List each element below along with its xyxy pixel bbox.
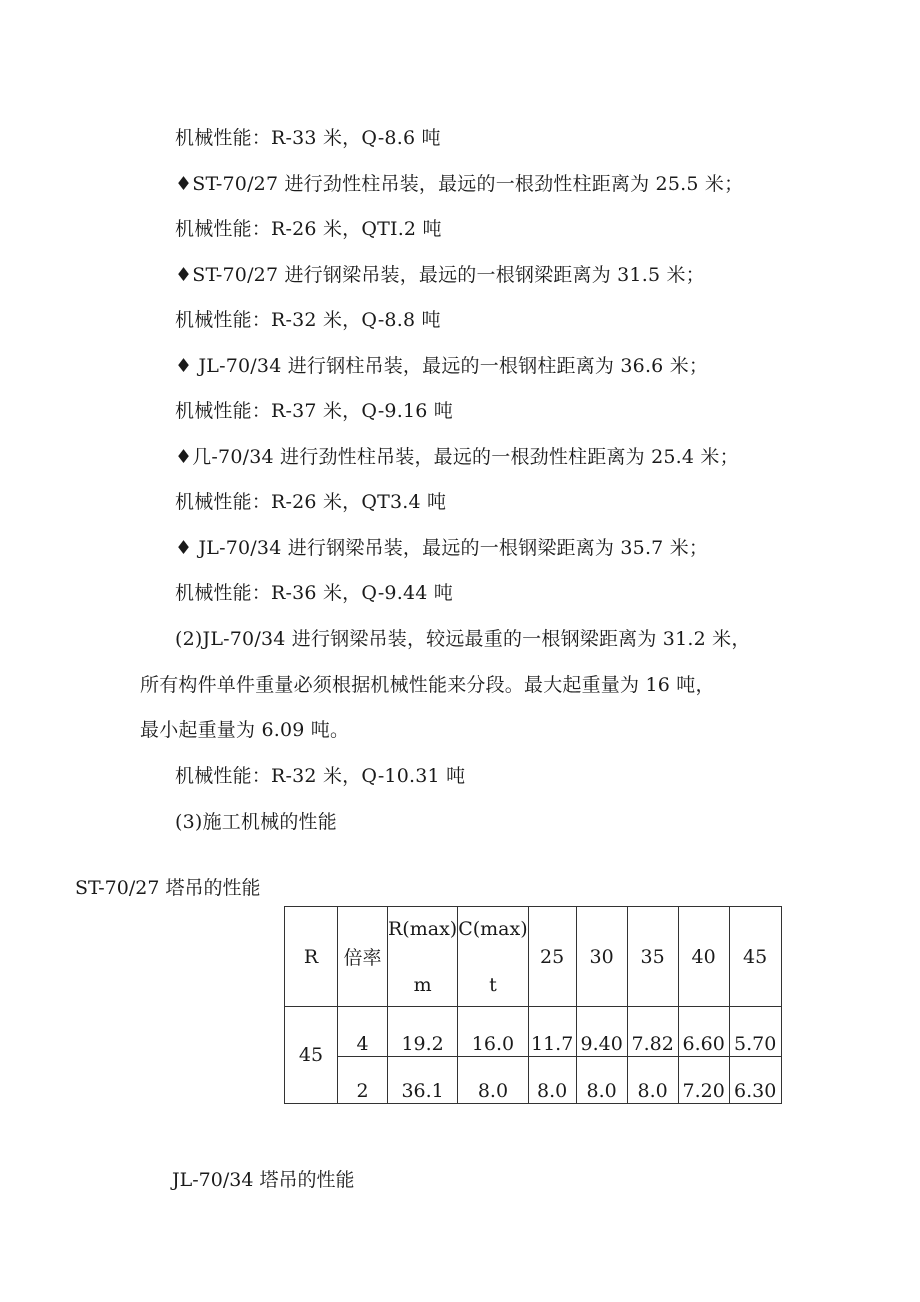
table-cell: 5.70 — [729, 1007, 781, 1057]
table-cell: 16.0 — [458, 1007, 528, 1057]
table-cell: 9.40 — [576, 1007, 627, 1057]
paragraph: 机械性能：R-32 米，Q-10.31 吨 — [175, 765, 466, 787]
header-cmax-unit: t — [489, 973, 497, 996]
paragraph: 机械性能：R-32 米，Q-8.8 吨 — [175, 309, 441, 331]
header-col-45: 45 — [729, 907, 781, 1007]
paragraph: ♦ST-70/27 进行劲性柱吊装，最远的一根劲性柱距离为 25.5 米； — [175, 173, 744, 195]
header-col-35: 35 — [627, 907, 678, 1007]
paragraph: 机械性能：R-37 米，Q-9.16 吨 — [175, 400, 453, 422]
table-row — [285, 1057, 782, 1104]
paragraph: 最小起重量为 6.09 吨。 — [140, 719, 350, 741]
paragraph: ♦几-70/34 进行劲性柱吊装，最远的一根劲性柱距离为 25.4 米； — [175, 446, 739, 468]
header-rmax — [388, 907, 458, 1007]
table-cell: 4 — [338, 1007, 388, 1057]
header-cmax — [458, 907, 528, 1007]
table-cell: 8.0 — [576, 1057, 627, 1104]
header-cmax-label: C(max) — [458, 917, 528, 940]
table-header-row — [285, 907, 782, 1007]
paragraph: (3)施工机械的性能 — [175, 811, 337, 833]
paragraph: ♦ST-70/27 进行钢梁吊装，最远的一根钢梁距离为 31.5 米； — [175, 264, 705, 286]
r-value-cell: 45 — [285, 1007, 338, 1104]
header-ratio: 倍率 — [338, 907, 388, 1007]
table-cell: 2 — [338, 1057, 388, 1104]
header-col-40: 40 — [678, 907, 729, 1007]
paragraph: 机械性能：R-26 米，QTI.2 吨 — [175, 218, 442, 240]
paragraph: ♦ JL-70/34 进行钢柱吊装，最远的一根钢柱距离为 36.6 米； — [175, 355, 709, 377]
table-row — [285, 1007, 782, 1057]
table-cell: 19.2 — [388, 1007, 458, 1057]
paragraph: 机械性能：R-26 米，QT3.4 吨 — [175, 491, 447, 513]
header-rmax-label: R(max) — [388, 917, 458, 940]
paragraph: 机械性能：R-33 米，Q-8.6 吨 — [175, 127, 441, 149]
table-cell: 36.1 — [388, 1057, 458, 1104]
paragraph: 机械性能：R-36 米，Q-9.44 吨 — [175, 582, 453, 604]
st-performance-table — [284, 906, 782, 1104]
header-col-25: 25 — [528, 907, 576, 1007]
table-caption-st: ST-70/27 塔吊的性能 — [75, 877, 261, 899]
table-cell: 6.60 — [678, 1007, 729, 1057]
table-cell: 8.0 — [458, 1057, 528, 1104]
paragraph: 所有构件单件重量必须根据机械性能来分段。最大起重量为 16 吨， — [140, 674, 715, 696]
header-r: R — [285, 907, 338, 1007]
table-cell: 6.30 — [729, 1057, 781, 1104]
paragraph: ♦ JL-70/34 进行钢梁吊装，最远的一根钢梁距离为 35.7 米； — [175, 537, 709, 559]
table-cell: 11.7 — [528, 1007, 576, 1057]
table-cell: 8.0 — [528, 1057, 576, 1104]
table-cell: 8.0 — [627, 1057, 678, 1104]
paragraph: (2)JL-70/34 进行钢梁吊装，较远最重的一根钢梁距离为 31.2 米， — [175, 628, 751, 650]
table-cell: 7.20 — [678, 1057, 729, 1104]
header-col-30: 30 — [576, 907, 627, 1007]
table-cell: 7.82 — [627, 1007, 678, 1057]
header-rmax-unit: m — [413, 973, 432, 996]
table-caption-jl: JL-70/34 塔吊的性能 — [172, 1169, 355, 1191]
